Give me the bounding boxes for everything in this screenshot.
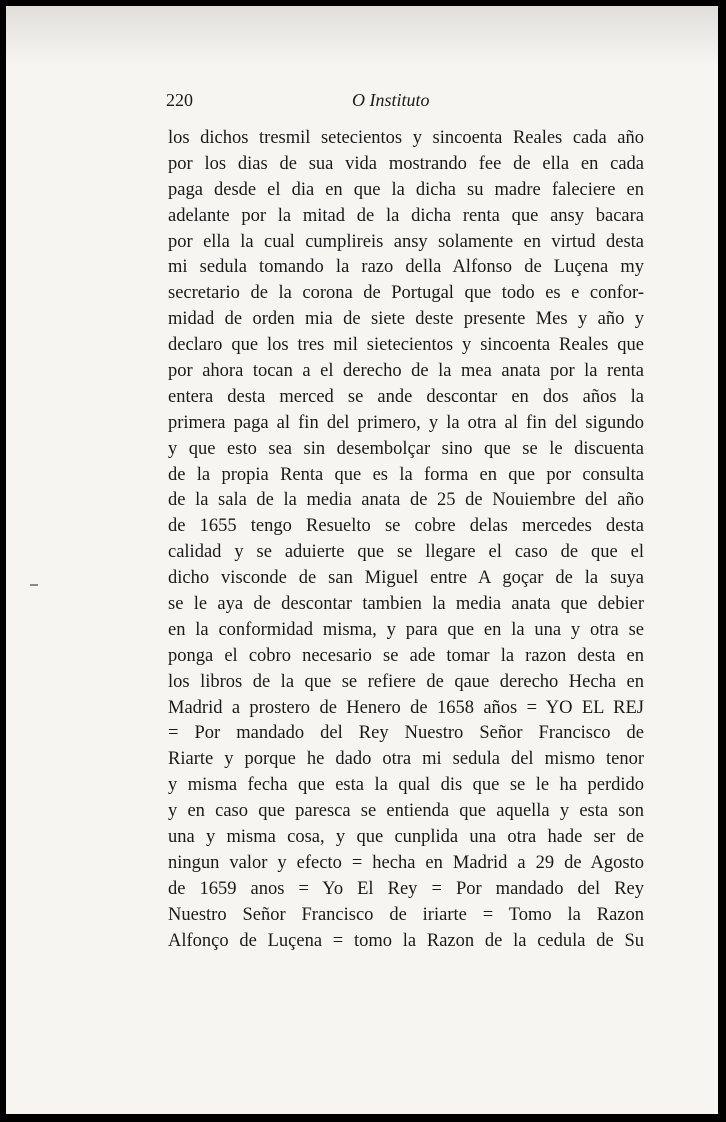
text-line: se le aya de descontar tambien la media anata que debier bbox=[168, 594, 644, 615]
text-line: y que esto sea sin desembolçar sino que se le discuenta bbox=[168, 438, 644, 459]
journal-title: O Instituto bbox=[352, 90, 430, 110]
text-line: ningun valor y efecto = hecha en Madrid a 29 de Agosto bbox=[168, 852, 644, 873]
text-line: por ella la cual cumplireis ansy solamente en virtud desta bbox=[168, 231, 644, 252]
text-line: paga desde el dia en que la dicha su madre faleciere en bbox=[168, 179, 644, 200]
text-line: y misma fecha que esta la qual dis que se le ha perdido bbox=[168, 775, 644, 796]
text-line: declaro que los tres mil sietecientos y sincoenta Reales que bbox=[168, 335, 644, 356]
text-line: secretario de la corona de Portugal que todo es e confor- bbox=[168, 283, 644, 304]
text-line: de la propia Renta que es la forma en que por consulta bbox=[168, 464, 644, 485]
text-line: de 1659 anos = Yo El Rey = Por mandado del Rey bbox=[168, 878, 644, 899]
text-line: calidad y se aduierte que se llegare el caso de que el bbox=[168, 542, 644, 563]
text-line: = Por mandado del Rey Nuestro Señor Francisco de bbox=[168, 723, 644, 744]
body-text bbox=[168, 126, 644, 955]
text-line: adelante por la mitad de la dicha renta que ansy bacara bbox=[168, 205, 644, 226]
text-line: ponga el cobro necesario se ade tomar la razon desta en bbox=[168, 645, 644, 666]
scanned-page bbox=[6, 6, 718, 1114]
text-line: de 1655 tengo Resuelto se cobre delas mercedes desta bbox=[168, 516, 644, 537]
text-line: Riarte y porque he dado otra mi sedula del mismo tenor bbox=[168, 749, 644, 770]
text-line: entera desta merced se ande descontar en dos años la bbox=[168, 386, 644, 407]
text-line: los libros de la que se refiere de qaue derecho Hecha en bbox=[168, 671, 644, 692]
text-line: primera paga al fin del primero, y la otra al fin del sigundo bbox=[168, 412, 644, 433]
text-line: Madrid a prostero de Henero de 1658 años = YO EL REJ bbox=[168, 697, 644, 718]
text-line: y en caso que paresca se entienda que aquella y esta son bbox=[168, 801, 644, 822]
text-line: una y misma cosa, y que cunplida una otra hade ser de bbox=[168, 827, 644, 848]
text-line: Nuestro Señor Francisco de iriarte = Tomo la Razon bbox=[168, 904, 644, 925]
text-line: dicho visconde de san Miguel entre A goçar de la suya bbox=[168, 568, 644, 589]
text-line: Alfonço de Luçena = tomo la Razon de la cedula de Su bbox=[168, 930, 644, 951]
text-line: de la sala de la media anata de 25 de Nouiembre del año bbox=[168, 490, 644, 511]
text-line: por los dias de sua vida mostrando fee de ella en cada bbox=[168, 153, 644, 174]
text-line: por ahora tocan a el derecho de la mea anata por la renta bbox=[168, 361, 644, 382]
text-line: los dichos tresmil setecientos y sincoenta Reales cada año bbox=[168, 128, 644, 148]
margin-mark bbox=[30, 584, 38, 586]
text-line: mi sedula tomando la razo della Alfonso de Luçena my bbox=[168, 257, 644, 278]
page-number: 220 bbox=[166, 90, 193, 110]
text-line: en la conformidad misma, y para que en la una y otra se bbox=[168, 619, 644, 640]
running-head bbox=[166, 90, 646, 116]
text-line: midad de orden mia de siete deste presente Mes y año y bbox=[168, 309, 644, 330]
